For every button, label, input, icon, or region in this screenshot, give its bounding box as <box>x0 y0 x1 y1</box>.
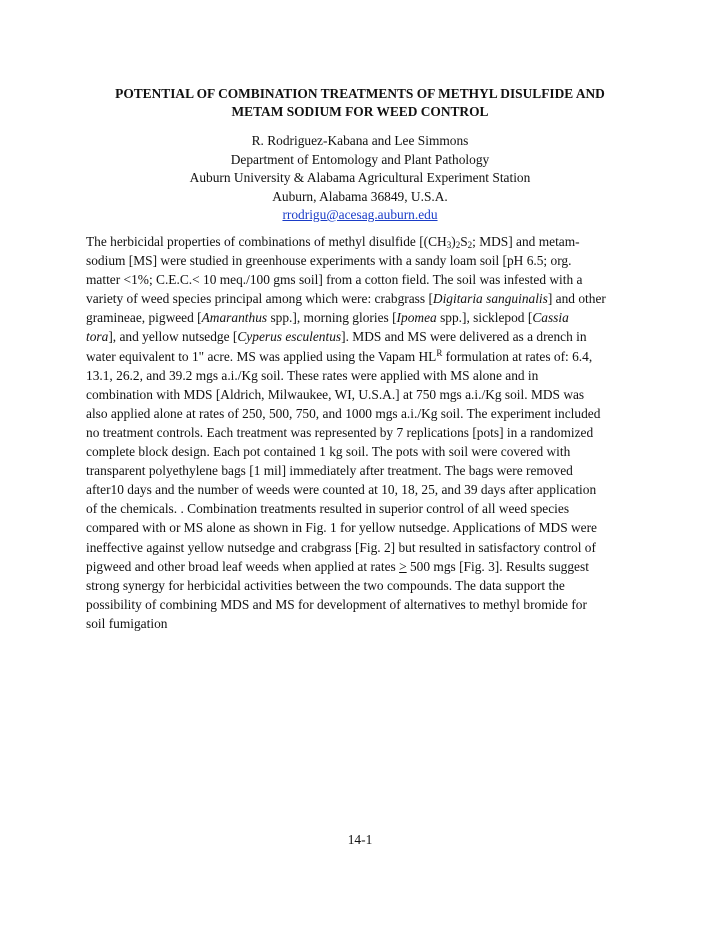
abstract-line: also applied alone at rates of 250, 500, 750, and 1000 mgs a.i./Kg soil. The experiment included <box>86 405 601 421</box>
abstract-line: gramineae, pigweed [Amaranthus spp.], morning glories [Ipomea spp.], sicklepod [Cassia <box>86 310 569 326</box>
abstract-line: of the chemicals. . Combination treatments resulted in superior control of all weed species <box>86 501 570 517</box>
abstract-line: after10 days and the number of weeds were counted at 10, 18, 25, and 39 days after application <box>86 482 597 498</box>
species-name: Ipomea <box>396 310 437 326</box>
abstract-line: soil fumigation <box>86 615 168 631</box>
species-name: Cyperus esculentus <box>237 329 342 345</box>
abstract-line: possibility of combining MDS and MS for development of alternatives to methyl bromide for <box>86 596 587 612</box>
abstract-line: variety of weed species principal among which were: crabgrass [Digitaria sanguinalis] and other <box>86 291 606 307</box>
author-location: Auburn, Alabama 36849, U.S.A. <box>272 188 448 204</box>
abstract-line: ineffective against yellow nutsedge and crabgrass [Fig. 2] but resulted in satisfactory control of <box>86 539 596 555</box>
paper-title <box>60 85 660 121</box>
abstract-line: 13.1, 26.2, and 39.2 mgs a.i./Kg soil. These rates were applied with MS alone and in <box>86 367 539 383</box>
abstract-line: combination with MDS [Aldrich, Milwaukee, WI, U.S.A.] at 750 mgs a.i./Kg soil. MDS was <box>86 386 585 402</box>
abstract-line: no treatment controls. Each treatment was represented by 7 replications [pots] in a randomized <box>86 424 594 440</box>
abstract-line: sodium [MS] were studied in greenhouse experiments with a sandy loam soil [pH 6.5; org. <box>86 253 572 269</box>
abstract-line: matter <1%; C.E.C.< 10 meq./100 gms soil] from a cotton field. The soil was infested with a <box>86 272 583 288</box>
author-names: R. Rodriguez-Kabana and Lee Simmons <box>251 133 469 148</box>
abstract-line: The herbicidal properties of combinations of methyl disulfide [$(CH_3)_2S_2$; MDS] and metam- <box>86 234 580 250</box>
abstract-line: transparent polyethylene bags [1 mil] immediately after treatment. The bags were removed <box>86 463 573 479</box>
abstract-line: complete block design. Each pot contained 1 kg soil. The pots with soil were covered with <box>86 444 571 460</box>
abstract-line: strong synergy for herbicidal activities between the two compounds. The data support the <box>86 577 565 593</box>
author-block <box>60 132 660 225</box>
author-department: Department of Entomology and Plant Pathology <box>230 151 490 167</box>
species-name: Amaranthus <box>201 310 268 326</box>
abstract-line: tora], and yellow nutsedge [Cyperus esculentus]. MDS and MS were delivered as a drench in <box>86 329 587 345</box>
author-email-link[interactable]: rrodrigu@acesag.auburn.edu <box>282 207 438 222</box>
abstract-line: water equivalent to 1" acre. MS was applied using the Vapam $HL^R$ formulation at rates of: 6.4, <box>86 347 593 364</box>
title-line-2: METAM SODIUM FOR WEED CONTROL <box>231 104 489 119</box>
author-institution: Auburn University & Alabama Agricultural Experiment Station <box>189 170 531 185</box>
species-name: Cassia <box>532 310 569 326</box>
abstract-line: pigweed and other broad leaf weeds when applied at rates > 500 mgs [Fig. 3]. Results suggest <box>86 558 589 574</box>
species-name: Digitaria sanguinalis <box>432 291 548 307</box>
species-name: tora <box>86 329 109 345</box>
title-line-1: POTENTIAL OF COMBINATION TREATMENTS OF METHYL DISULFIDE AND <box>115 86 605 101</box>
abstract-line: compared with or MS alone as shown in Fig. 1 for yellow nutsedge. Applications of MDS were <box>86 520 598 536</box>
abstract-body <box>86 232 638 633</box>
greater-equal-symbol: > <box>399 558 407 574</box>
page-number: 14-1 <box>347 832 373 847</box>
